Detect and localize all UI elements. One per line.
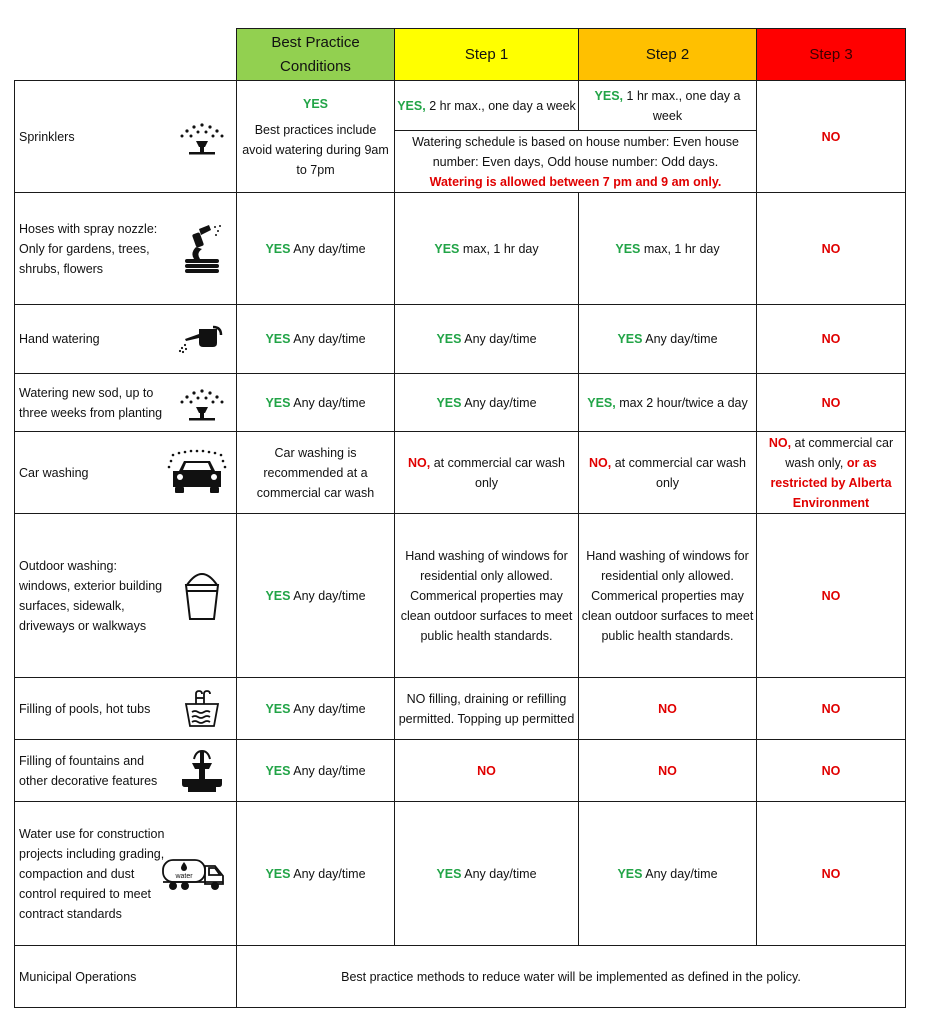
- commercial-text: at commercial car wash only: [433, 455, 565, 490]
- hand-step3: [757, 305, 906, 374]
- any-time-text: Any day/time: [293, 241, 366, 256]
- car-step2: [579, 432, 757, 514]
- municipal-text: Best practice methods to reduce water will be implemented as defined in the policy.: [237, 946, 906, 1008]
- max-text: max, 1 hr day: [643, 241, 720, 256]
- step2-text: 1 hr max., one day a week: [626, 88, 741, 123]
- fountain-icon: [174, 747, 230, 795]
- any-time-text: Any day/time: [293, 588, 366, 603]
- header-blank: [15, 29, 237, 81]
- no-text: NO,: [768, 435, 792, 450]
- row-pools: [15, 678, 906, 740]
- no-text: NO: [821, 395, 841, 410]
- yes-text: YES: [302, 96, 328, 111]
- any-time-text: Any day/time: [293, 701, 366, 716]
- any-time-text: Any day/time: [645, 866, 718, 881]
- construction-best-practice: [237, 802, 395, 946]
- max-text: max, 1 hr day: [462, 241, 539, 256]
- outdoor-step3: [757, 514, 906, 678]
- activity-label: Outdoor washing: windows, exterior building surfaces, sidewalk, driveways or walkways: [19, 558, 163, 633]
- pools-step1: NO filling, draining or refilling permitted. Topping up permitted: [395, 678, 579, 740]
- no-text: NO: [821, 241, 841, 256]
- any-time-text: Any day/time: [464, 332, 537, 346]
- yes-text: YES: [265, 332, 291, 346]
- sprinklers-schedule: [395, 131, 757, 193]
- no-text: NO,: [407, 455, 431, 470]
- activity-outdoor-washing: [15, 514, 237, 678]
- no-text: NO: [658, 701, 677, 716]
- row-construction: [15, 802, 906, 946]
- header-step2: Step 2: [579, 29, 757, 81]
- activity-label: Hoses with spray nozzle: Only for gardens, trees, shrubs, flowers: [19, 221, 158, 276]
- row-outdoor-washing: [15, 514, 906, 678]
- sprinkler-icon: [174, 379, 230, 427]
- activity-car-washing: [15, 432, 237, 514]
- truck-text: water: [175, 872, 193, 880]
- no-text: NO: [821, 763, 841, 778]
- sod-step1: [395, 374, 579, 432]
- activity-hand-watering: [15, 305, 237, 374]
- car-step1: [395, 432, 579, 514]
- any-time-text: Any day/time: [464, 866, 537, 881]
- yes-text: YES,: [594, 88, 624, 103]
- no-text: NO: [477, 763, 496, 778]
- yes-text: YES: [617, 332, 643, 346]
- header-step3: Step 3: [757, 29, 906, 81]
- activity-new-sod: [15, 374, 237, 432]
- activity-municipal: [15, 946, 237, 1008]
- activity-label: Municipal Operations: [19, 969, 137, 984]
- activity-label: Filling of pools, hot tubs: [19, 701, 151, 716]
- yes-text: YES: [436, 395, 462, 410]
- step2-text: max 2 hour/twice a day: [619, 395, 748, 410]
- car-step3: [757, 432, 906, 514]
- commercial-text: at commercial car wash only: [614, 455, 746, 490]
- fountains-best-practice: [237, 740, 395, 802]
- pools-step2: [579, 678, 757, 740]
- activity-label: Car washing: [19, 465, 89, 480]
- car-wash-icon: [164, 449, 230, 497]
- activity-label: Filling of fountains and other decorative features: [19, 753, 158, 788]
- construction-step3: [757, 802, 906, 946]
- yes-text: YES: [265, 763, 291, 778]
- any-time-text: Any day/time: [293, 866, 366, 881]
- activity-pools: [15, 678, 237, 740]
- yes-text: YES: [436, 332, 462, 346]
- yes-text: YES: [265, 241, 291, 256]
- no-text: NO: [658, 763, 677, 778]
- yes-text: YES: [617, 866, 643, 881]
- activity-label: Watering new sod, up to three weeks from planting: [19, 385, 163, 420]
- activity-fountains: [15, 740, 237, 802]
- yes-text: YES: [434, 241, 460, 256]
- step1-text: 2 hr max., one day a week: [429, 98, 576, 113]
- bp-note: Best practices include avoid watering during 9am to 7pm: [242, 122, 389, 177]
- water-restrictions-table: [14, 28, 906, 1008]
- water-truck-icon: [160, 850, 230, 898]
- outdoor-step1: Hand washing of windows for residential only allowed. Commerical properties may clean outdoor surfaces to meet public health standards.: [395, 514, 579, 678]
- no-text: NO: [821, 701, 841, 716]
- hose-icon: [174, 225, 230, 273]
- row-fountains: [15, 740, 906, 802]
- hoses-best-practice: [237, 193, 395, 305]
- any-time-text: Any day/time: [293, 395, 366, 410]
- yes-text: YES,: [397, 98, 426, 113]
- hand-best-practice: [237, 305, 395, 374]
- restricted-text: or as restricted by Alberta Environment: [770, 455, 892, 510]
- pool-icon: [174, 685, 230, 733]
- sprinklers-step3: [757, 81, 906, 193]
- header-best-practice: Best Practice Conditions: [237, 29, 395, 81]
- outdoor-step2: Hand washing of windows for residential only allowed. Commerical properties may clean outdoor surfaces to meet public health standards.: [579, 514, 757, 678]
- activity-label: Hand watering: [19, 332, 100, 346]
- header-row: [15, 29, 906, 81]
- row-new-sod: [15, 374, 906, 432]
- sprinklers-best-practice: [237, 81, 395, 193]
- yes-text: YES: [436, 866, 462, 881]
- no-text: NO,: [588, 455, 612, 470]
- yes-text: YES: [265, 866, 291, 881]
- yes-text: YES: [265, 588, 291, 603]
- any-time-text: Any day/time: [464, 395, 537, 410]
- activity-sprinklers: [15, 81, 237, 193]
- allowed-text: Watering is allowed between 7 pm and 9 am only.: [429, 174, 722, 189]
- any-time-text: Any day/time: [293, 763, 366, 778]
- car-best-practice: Car washing is recommended at a commercial car wash: [237, 432, 395, 514]
- activity-label: Water use for construction projects including grading, compaction and dust control required to meet contract standards: [19, 826, 165, 921]
- sprinkler-icon: [174, 113, 230, 161]
- header-step1: Step 1: [395, 29, 579, 81]
- fountains-step1: [395, 740, 579, 802]
- no-text: NO: [821, 866, 841, 881]
- sprinklers-step2: [579, 81, 757, 131]
- no-text: NO: [821, 129, 841, 144]
- activity-construction: [15, 802, 237, 946]
- construction-step2: [579, 802, 757, 946]
- sod-step3: [757, 374, 906, 432]
- row-municipal: [15, 946, 906, 1008]
- any-time-text: Any day/time: [645, 332, 718, 346]
- schedule-text: Watering schedule is based on house number: Even house number: Even days, Odd house number: Odd days.: [412, 134, 739, 169]
- no-text: NO: [821, 332, 841, 346]
- row-hand-watering: [15, 305, 906, 374]
- commercial-text: at commercial car wash only,: [785, 435, 894, 470]
- hoses-step1: [395, 193, 579, 305]
- sod-step2: [579, 374, 757, 432]
- pools-step3: [757, 678, 906, 740]
- any-time-text: Any day/time: [293, 332, 366, 346]
- hand-step1: [395, 305, 579, 374]
- sprinklers-step1: [395, 81, 579, 131]
- fountains-step2: [579, 740, 757, 802]
- yes-text: YES: [265, 701, 291, 716]
- activity-label: Sprinklers: [19, 129, 75, 144]
- no-text: NO: [821, 588, 841, 603]
- bucket-icon: [174, 572, 230, 620]
- yes-text: YES: [265, 395, 291, 410]
- hoses-step3: [757, 193, 906, 305]
- construction-step1: [395, 802, 579, 946]
- hoses-step2: [579, 193, 757, 305]
- watering-can-icon: [174, 315, 230, 363]
- fountains-step3: [757, 740, 906, 802]
- yes-text: YES: [615, 241, 641, 256]
- pools-best-practice: [237, 678, 395, 740]
- sod-best-practice: [237, 374, 395, 432]
- activity-hoses: [15, 193, 237, 305]
- outdoor-best-practice: [237, 514, 395, 678]
- row-hoses: [15, 193, 906, 305]
- row-car-washing: [15, 432, 906, 514]
- yes-text: YES,: [587, 395, 616, 410]
- row-sprinklers: [15, 81, 906, 131]
- hand-step2: [579, 305, 757, 374]
